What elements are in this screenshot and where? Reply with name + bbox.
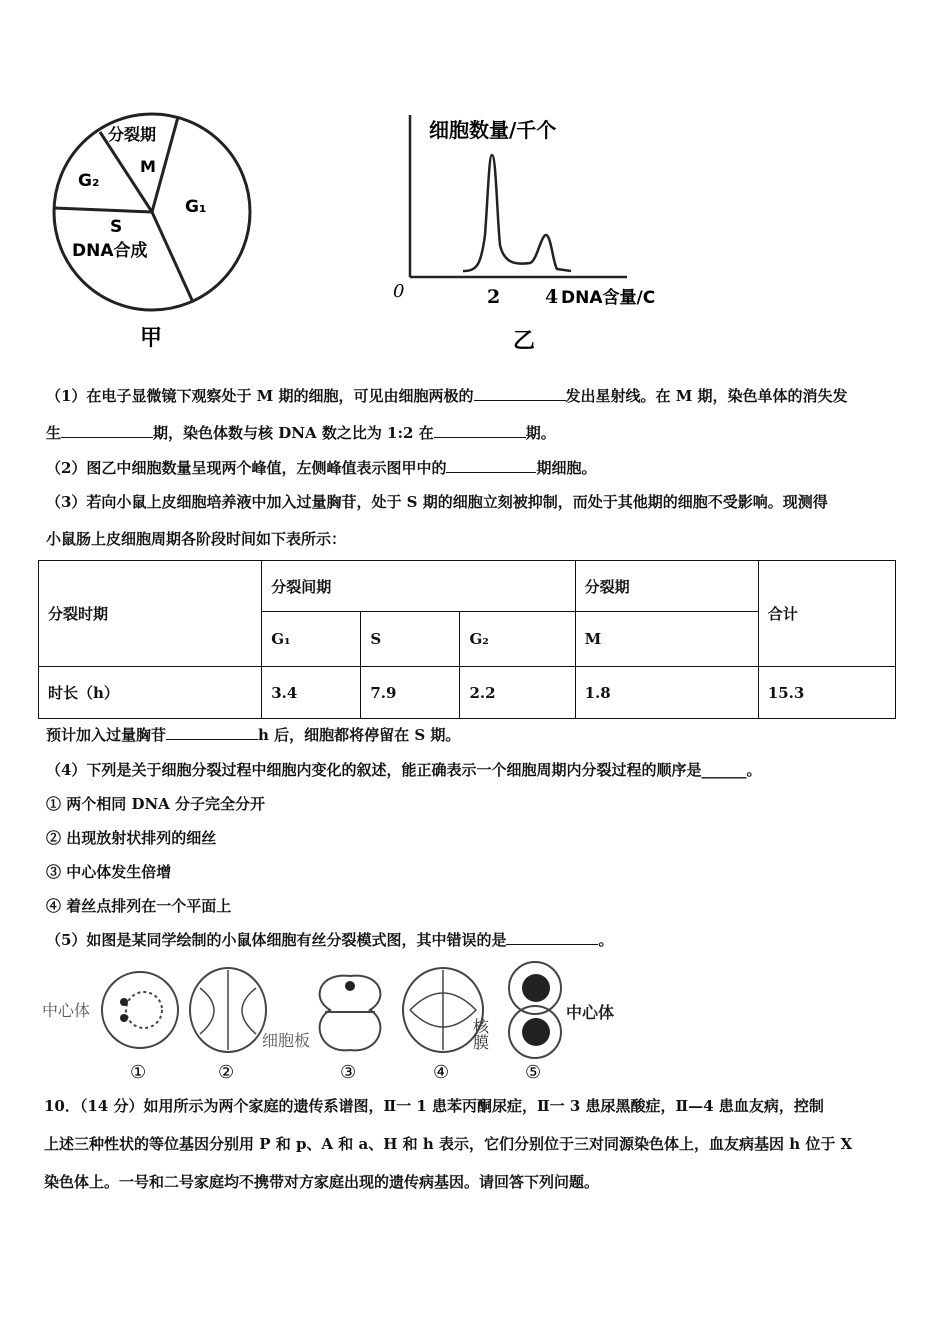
q2-text-a: （2）图乙中细胞数量呈现两个峰值，左侧峰值表示图甲中的 (46, 459, 447, 477)
q10-line2: 上述三种性状的等位基因分别用 P 和 p、A 和 a、H 和 h 表示，它们分别位于三对同源染色体上，血友病基因 h 位于 X (44, 1135, 853, 1153)
mitosis-diagram (40, 958, 640, 1086)
th-total: 合计 (758, 561, 895, 667)
q3-after-a: 预计加入过量胸苷 (46, 726, 167, 744)
answer-blank[interactable] (474, 386, 566, 401)
q4-option-4: ④ 着丝点排列在一个平面上 (46, 897, 232, 915)
q1-text-e: 期。 (525, 424, 556, 442)
q5-stem (46, 930, 910, 950)
q3-line1: （3）若向小鼠上皮细胞培养液中加入过量胸苷，处于 S 期的细胞立刻被抑制，而处于其他期的细胞不受影响。现测得 (46, 493, 828, 511)
q5-text-b: 。 (598, 931, 614, 949)
dna-content-curve (463, 155, 571, 271)
num-5: ⑤ (525, 1062, 542, 1083)
q4-option-1: ① 两个相同 DNA 分子完全分开 (46, 795, 266, 813)
label-division: 分裂期 (108, 125, 157, 144)
q3-after-b: h 后，细胞都将停留在 S 期。 (258, 726, 461, 744)
th-g2: G₂ (460, 612, 575, 667)
q3-after (46, 725, 910, 745)
label-m: M (140, 157, 156, 176)
th-s: S (361, 612, 460, 667)
q1-text-b: 发出星射线。在 M 期，染色单体的消失发 (565, 387, 848, 405)
th-g1: G₁ (262, 612, 361, 667)
answer-blank[interactable] (506, 930, 598, 945)
q10-line3: 染色体上。一号和二号家庭均不携带对方家庭出现的遗传病基因。请回答下列问题。 (44, 1173, 600, 1191)
figure-a-caption: 甲 (140, 325, 163, 351)
cell-1 (102, 972, 178, 1048)
q1-line2 (46, 423, 910, 443)
centrosome-dot (120, 1014, 128, 1022)
label-nuc-membrane: 核膜 (470, 1018, 490, 1050)
q4-option-2: ② 出现放射状排列的细丝 (46, 829, 217, 847)
tick-4: 4 (545, 286, 559, 308)
q1-text-a: （1）在电子显微镜下观察处于 M 期的细胞，可见由细胞两极的 (46, 387, 474, 405)
label-g2: G₂ (78, 171, 100, 191)
centrosome-dot (120, 998, 128, 1006)
val-g2: 2.2 (460, 667, 575, 719)
q4-stem: （4）下列是关于细胞分裂过程中细胞内变化的叙述，能正确表示一个细胞周期内分裂过程的顺序是______。 (46, 761, 762, 779)
origin-label: 0 (393, 281, 405, 302)
val-m: 1.8 (575, 667, 758, 719)
cell-cycle-table (38, 560, 896, 719)
num-4: ④ (433, 1062, 450, 1083)
num-2: ② (218, 1062, 235, 1083)
val-total: 15.3 (758, 667, 895, 719)
answer-blank[interactable] (434, 423, 526, 438)
nucleus-dot (345, 981, 355, 991)
num-1: ① (130, 1062, 147, 1083)
th-mitotic: 分裂期 (575, 561, 758, 612)
q4-option-3: ③ 中心体发生倍增 (46, 863, 172, 881)
cell-1-nucleus (126, 992, 162, 1028)
num-3: ③ (340, 1062, 357, 1083)
divider-g1-s (152, 212, 192, 300)
val-s: 7.9 (361, 667, 460, 719)
answer-blank[interactable] (446, 458, 536, 473)
tick-2: 2 (487, 286, 501, 308)
th-phase: 分裂时期 (39, 561, 262, 667)
q5-text-a: （5）如图是某同学绘制的小鼠体细胞有丝分裂模式图，其中错误的是 (46, 931, 507, 949)
q1-line1 (46, 386, 910, 406)
nucleus-dot (522, 1018, 550, 1046)
label-dna-synth: DNA合成 (72, 241, 148, 261)
q1-text-c: 生 (46, 424, 62, 442)
row-label: 时长（h） (39, 667, 262, 719)
figure-b-caption: 乙 (513, 328, 536, 354)
divider-s-g2 (54, 208, 152, 212)
answer-blank[interactable] (61, 423, 153, 438)
label-centrosome-left: 中心体 (42, 1001, 91, 1020)
answer-blank[interactable] (166, 725, 258, 740)
label-s: S (110, 217, 123, 237)
nucleus-dot (522, 974, 550, 1002)
q3-line2: 小鼠肠上皮细胞周期各阶段时间如下表所示： (46, 530, 347, 548)
q1-text-d: 期，染色体数与核 DNA 数之比为 1:2 在 (153, 424, 434, 442)
th-m: M (575, 612, 758, 667)
figure-b-chart (385, 105, 705, 355)
q2-line (46, 458, 910, 478)
label-centrosome-right: 中心体 (566, 1003, 615, 1022)
th-interphase: 分裂间期 (262, 561, 575, 612)
figure-a-pie (40, 100, 270, 360)
x-axis-label: DNA含量/C (561, 288, 656, 308)
q10-line1: 10．（14 分）如用所示为两个家庭的遗传系谱图，Ⅱ一 1 患苯丙酮尿症，Ⅱ一 3 患尿黑酸症，Ⅱ—4 患血友病，控制 (44, 1097, 824, 1115)
val-g1: 3.4 (262, 667, 361, 719)
q2-text-b: 期细胞。 (536, 459, 597, 477)
y-axis-label: 细胞数量/千个 (429, 118, 557, 142)
label-g1: G₁ (185, 197, 207, 217)
label-cell-plate: 细胞板 (262, 1031, 311, 1050)
